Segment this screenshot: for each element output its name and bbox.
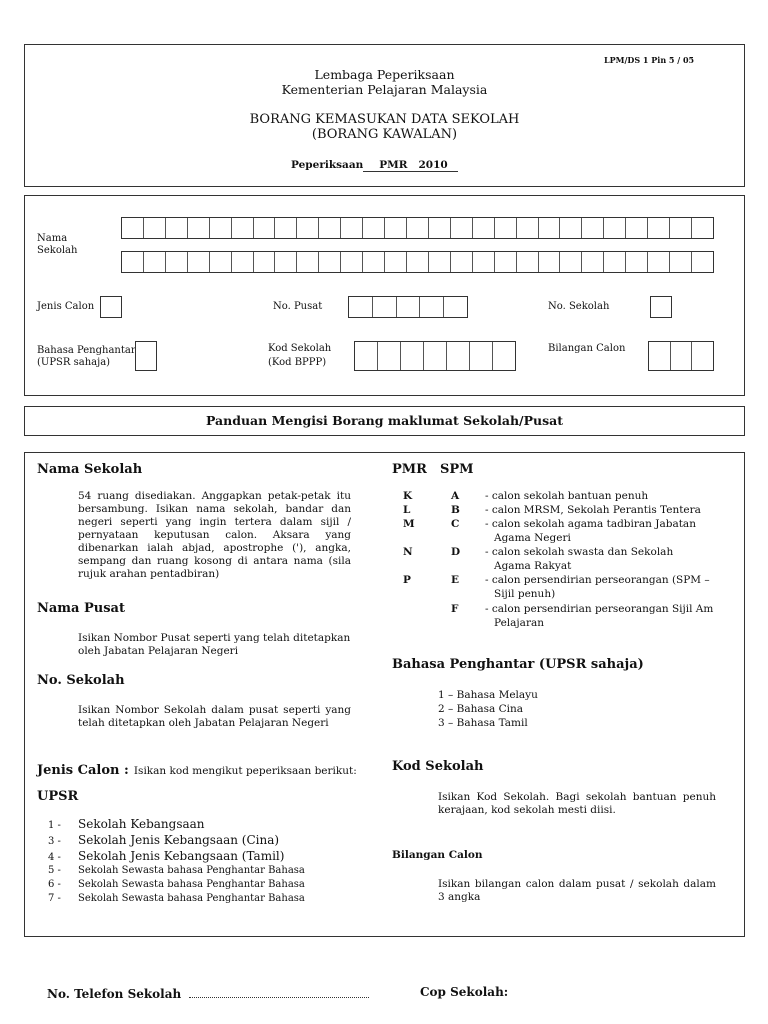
code-text: - calon sekolah bantuan penuh <box>485 490 649 502</box>
upsr-item-num: 3 - <box>48 836 61 847</box>
nama-pusat-guide: Isikan Nombor Pusat seperti yang telah ditetapkan oleh Jabatan Pelajaran Negeri <box>78 632 351 657</box>
telefon-label: No. Telefon Sekolah <box>47 987 182 1001</box>
bilangan-guide: Isikan bilangan calon dalam pusat / sekolah dalam 3 angka <box>438 878 716 903</box>
code-row-cont: Agama Negeri <box>494 532 571 544</box>
upsr-item-text: Sekolah Sewasta bahasa Penghantar Bahasa <box>78 865 305 876</box>
code-text: - calon MRSM, Sekolah Perantis Tentera <box>485 504 701 516</box>
bilangan-calon-label: Bilangan Calon <box>548 343 626 354</box>
code-pmr: K <box>403 490 413 502</box>
code-spm: B <box>451 504 460 516</box>
telefon-input[interactable] <box>189 985 369 998</box>
code-spm: A <box>451 490 460 502</box>
bahasa-item: 1 – Bahasa Melayu <box>438 689 538 701</box>
nama-sekolah-label-line1: Nama <box>37 233 68 244</box>
upsr-item <box>48 817 205 831</box>
code-spm: F <box>451 603 459 615</box>
telefon-row <box>47 985 369 1001</box>
code-row <box>403 574 710 586</box>
upsr-item-num: 1 - <box>48 820 61 831</box>
code-row <box>403 603 713 615</box>
nama-sekolah-label-line2: Sekolah <box>37 245 78 256</box>
pmr-heading: PMR <box>392 462 427 477</box>
code-text: - calon persendirian perseorangan Sijil Am <box>485 603 714 615</box>
code-row <box>403 490 648 502</box>
code-text: - calon sekolah swasta dan Sekolah <box>485 546 674 558</box>
exam-value: PMR 2010 <box>363 159 457 172</box>
upsr-item <box>48 893 305 904</box>
form-title-line2: (BORANG KAWALAN) <box>311 127 458 142</box>
code-spm: C <box>451 518 460 530</box>
code-pmr: P <box>403 574 411 586</box>
upsr-item-num: 7 - <box>48 893 61 904</box>
code-row <box>403 546 673 558</box>
upsr-item <box>48 879 305 890</box>
upsr-item <box>48 865 305 876</box>
kod-sekolah-label-line2: (Kod BPPP) <box>268 357 327 368</box>
jenis-calon-label: Jenis Calon <box>37 301 95 312</box>
code-text: - calon sekolah agama tadbiran Jabatan <box>485 518 696 530</box>
bilangan-heading: Bilangan Calon <box>392 849 483 861</box>
code-pmr: N <box>403 546 413 558</box>
no-pusat-label: No. Pusat <box>273 301 323 312</box>
jenis-calon-heading: Jenis Calon : <box>37 763 129 778</box>
code-pmr: L <box>403 504 411 516</box>
code-spm: E <box>451 574 460 586</box>
bahasa-label-line1: Bahasa Penghantar <box>37 345 136 356</box>
nama-sekolah-input-row2[interactable] <box>121 251 714 273</box>
upsr-item-num: 5 - <box>48 865 61 876</box>
org-line1: Lembaga Peperiksaan <box>314 67 455 82</box>
cop-sekolah-label: Cop Sekolah: <box>420 985 509 999</box>
no-sekolah-heading: No. Sekolah <box>37 673 125 688</box>
code-pmr: M <box>403 518 415 530</box>
bahasa-input[interactable] <box>135 341 157 371</box>
guide-title: Panduan Mengisi Borang maklumat Sekolah/Pusat <box>205 413 564 428</box>
org-line2: Kementerian Pelajaran Malaysia <box>281 82 488 97</box>
no-sekolah-input[interactable] <box>650 296 672 318</box>
code-text: - calon persendirian perseorangan (SPM – <box>485 574 710 586</box>
form-title-line1: BORANG KEMASUKAN DATA SEKOLAH <box>249 112 520 127</box>
bahasa-item: 2 – Bahasa Cina <box>438 703 524 715</box>
code-row-cont: Agama Rakyat <box>494 560 572 572</box>
jenis-calon-guide: Isikan kod mengikut peperiksaan berikut: <box>133 765 357 777</box>
code-spm: D <box>451 546 461 558</box>
upsr-item <box>48 849 284 863</box>
exam-label: Peperiksaan <box>291 159 364 171</box>
upsr-item-text: Sekolah Sewasta bahasa Penghantar Bahasa <box>78 893 305 904</box>
nama-pusat-heading: Nama Pusat <box>37 601 125 616</box>
bahasa-item: 3 – Bahasa Tamil <box>438 717 528 729</box>
upsr-item-text: Sekolah Jenis Kebangsaan (Cina) <box>78 833 280 847</box>
bahasa-label-line2: (UPSR sahaja) <box>37 357 111 368</box>
bilangan-calon-input[interactable] <box>648 341 714 371</box>
spm-heading: SPM <box>440 462 474 477</box>
upsr-item-text: Sekolah Sewasta bahasa Penghantar Bahasa <box>78 879 305 890</box>
no-sekolah-guide: Isikan Nombor Sekolah dalam pusat seperti yang telah ditetapkan oleh Jabatan Pelajaran Negeri <box>78 704 351 729</box>
jenis-calon-input[interactable] <box>100 296 122 318</box>
jenis-calon-row <box>37 759 357 778</box>
upsr-item-text: Sekolah Jenis Kebangsaan (Tamil) <box>78 849 285 863</box>
code-row-cont: Pelajaran <box>494 617 544 629</box>
upsr-item-num: 4 - <box>48 852 61 863</box>
kod-sekolah-heading: Kod Sekolah <box>392 759 484 774</box>
no-sekolah-label: No. Sekolah <box>548 301 610 312</box>
code-row <box>403 504 701 516</box>
upsr-item-text: Sekolah Kebangsaan <box>78 817 205 831</box>
kod-sekolah-guide: Isikan Kod Sekolah. Bagi sekolah bantuan penuh kerajaan, kod sekolah mesti diisi. <box>438 791 716 816</box>
form-code: LPM/DS 1 Pin 5 / 05 <box>604 55 695 65</box>
upsr-item-num: 6 - <box>48 879 61 890</box>
code-row-cont: Sijil penuh) <box>494 588 556 600</box>
no-pusat-input[interactable] <box>348 296 468 318</box>
kod-sekolah-input[interactable] <box>354 341 516 371</box>
kod-sekolah-label-line1: Kod Sekolah <box>268 343 332 354</box>
nama-sekolah-input-row1[interactable] <box>121 217 714 239</box>
bahasa-heading: Bahasa Penghantar (UPSR sahaja) <box>392 657 644 672</box>
exam-row <box>291 159 458 172</box>
upsr-heading: UPSR <box>37 789 79 804</box>
nama-sekolah-guide: 54 ruang disediakan. Anggapkan petak-petak itu bersambung. Isikan nama sekolah, bandar dan negeri seperti yang ingin tertera dalam sijil / pernyataan keputusan calon. Aksara yang dibenarkan ialah abjad, apostrophe ('), angka, sempang dan ruang kosong di antara nama (sila rujuk arahan pentadbiran) <box>78 490 351 580</box>
upsr-item <box>48 833 279 847</box>
nama-sekolah-heading: Nama Sekolah <box>37 462 143 477</box>
code-row <box>403 518 696 530</box>
